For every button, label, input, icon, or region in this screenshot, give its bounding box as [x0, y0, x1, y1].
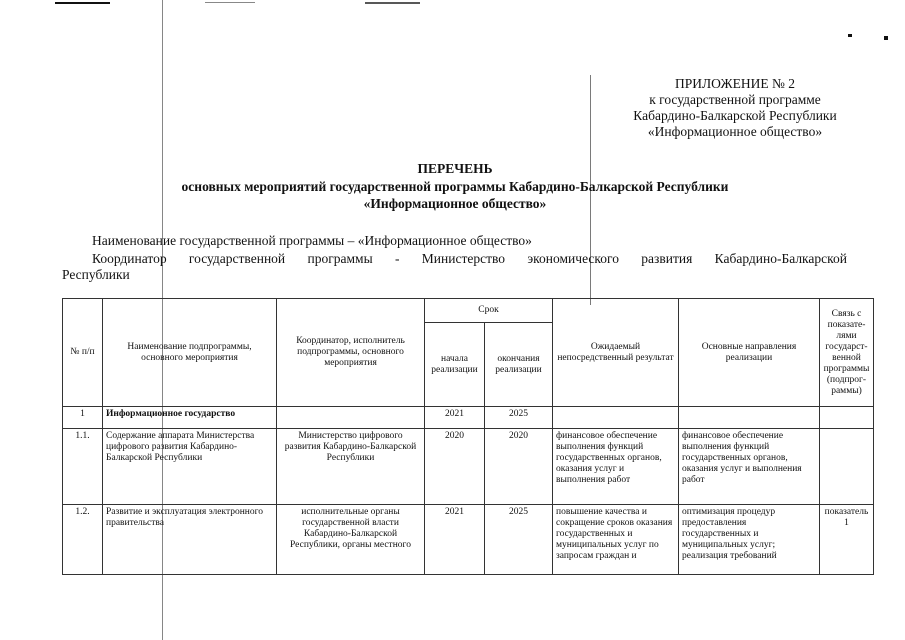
- row-result: финансовое обеспечение выполнения функций государственных органов, оказания услуг и выполнения работ: [553, 429, 679, 505]
- row-start: 2021: [425, 505, 485, 575]
- row-end: 2025: [485, 505, 553, 575]
- row-result: повышение качества и сокращение сроков оказания государственных и муниципальных услуг по запросам граждан и: [553, 505, 679, 575]
- appendix-line-4: «Информационное общество»: [647, 124, 823, 139]
- header-result: Ожидаемый непосредственный результат: [553, 299, 679, 407]
- program-name: Наименование государственной программы – «Информационное общество»: [92, 233, 532, 248]
- row-start: 2020: [425, 429, 485, 505]
- header-start: начала реализации: [425, 323, 485, 407]
- title-line-3: «Информационное общество»: [363, 196, 547, 211]
- row-num: 1.2.: [63, 505, 103, 575]
- table-row: [63, 429, 874, 505]
- row-start: 2021: [425, 407, 485, 429]
- scan-mark-top-right: [365, 2, 420, 4]
- scan-mark-top-left: [55, 2, 110, 4]
- row-directions: финансовое обеспечение выполнения функций государственных органов, оказания услуг и выполнения работ: [679, 429, 820, 505]
- row-end: 2020: [485, 429, 553, 505]
- appendix-line-3: Кабардино-Балкарской Республики: [633, 108, 837, 123]
- row-name: Содержание аппарата Министерства цифрового развития Кабардино-Балкарской Республики: [103, 429, 277, 505]
- row-num: 1.1.: [63, 429, 103, 505]
- appendix-line-2: к государственной программе: [649, 92, 821, 107]
- header-link: Связь с показате-лями государст-венной программы (подпрог-раммы): [820, 299, 874, 407]
- header-coordinator: Координатор, исполнитель подпрограммы, основного мероприятия: [277, 299, 425, 407]
- header-num: № п/п: [63, 299, 103, 407]
- coordinator-line: Координатор государственной программы - Министерство экономического развития Кабардино-Балкарской: [92, 251, 847, 266]
- row-link: [820, 429, 874, 505]
- row-end: 2025: [485, 407, 553, 429]
- row-num: 1: [63, 407, 103, 429]
- row-coordinator: исполнительные органы государственной власти Кабардино-Балкарской Республики, органы местного: [277, 505, 425, 575]
- title-line-2: основных мероприятий государственной программы Кабардино-Балкарской Республики: [181, 179, 729, 194]
- scan-dot-2: [884, 36, 888, 40]
- row-link: показатель 1: [820, 505, 874, 575]
- table-row: [63, 505, 874, 575]
- header-name: Наименование подпрограммы, основного мероприятия: [103, 299, 277, 407]
- row-link: [820, 407, 874, 429]
- scan-mark-top-center: [205, 2, 255, 3]
- measures-table: [62, 298, 874, 575]
- row-name: Информационное государство: [103, 407, 277, 429]
- row-directions: [679, 407, 820, 429]
- row-result: [553, 407, 679, 429]
- table-row: [63, 407, 874, 429]
- header-end: окончания реализации: [485, 323, 553, 407]
- header-directions: Основные направления реализации: [679, 299, 820, 407]
- coordinator-line-continued: Республики: [62, 267, 130, 282]
- row-directions: оптимизация процедур предоставления государственных и муниципальных услуг; реализация требований: [679, 505, 820, 575]
- appendix-line-1: ПРИЛОЖЕНИЕ № 2: [674, 76, 796, 91]
- title-line-1: ПЕРЕЧЕНЬ: [417, 161, 493, 176]
- scan-dot-1: [848, 34, 852, 37]
- row-name: Развитие и эксплуатация электронного правительства: [103, 505, 277, 575]
- header-term: Срок: [425, 299, 553, 323]
- row-coordinator: Министерство цифрового развития Кабардино-Балкарской Республики: [277, 429, 425, 505]
- row-coordinator: [277, 407, 425, 429]
- appendix-block: [585, 76, 885, 140]
